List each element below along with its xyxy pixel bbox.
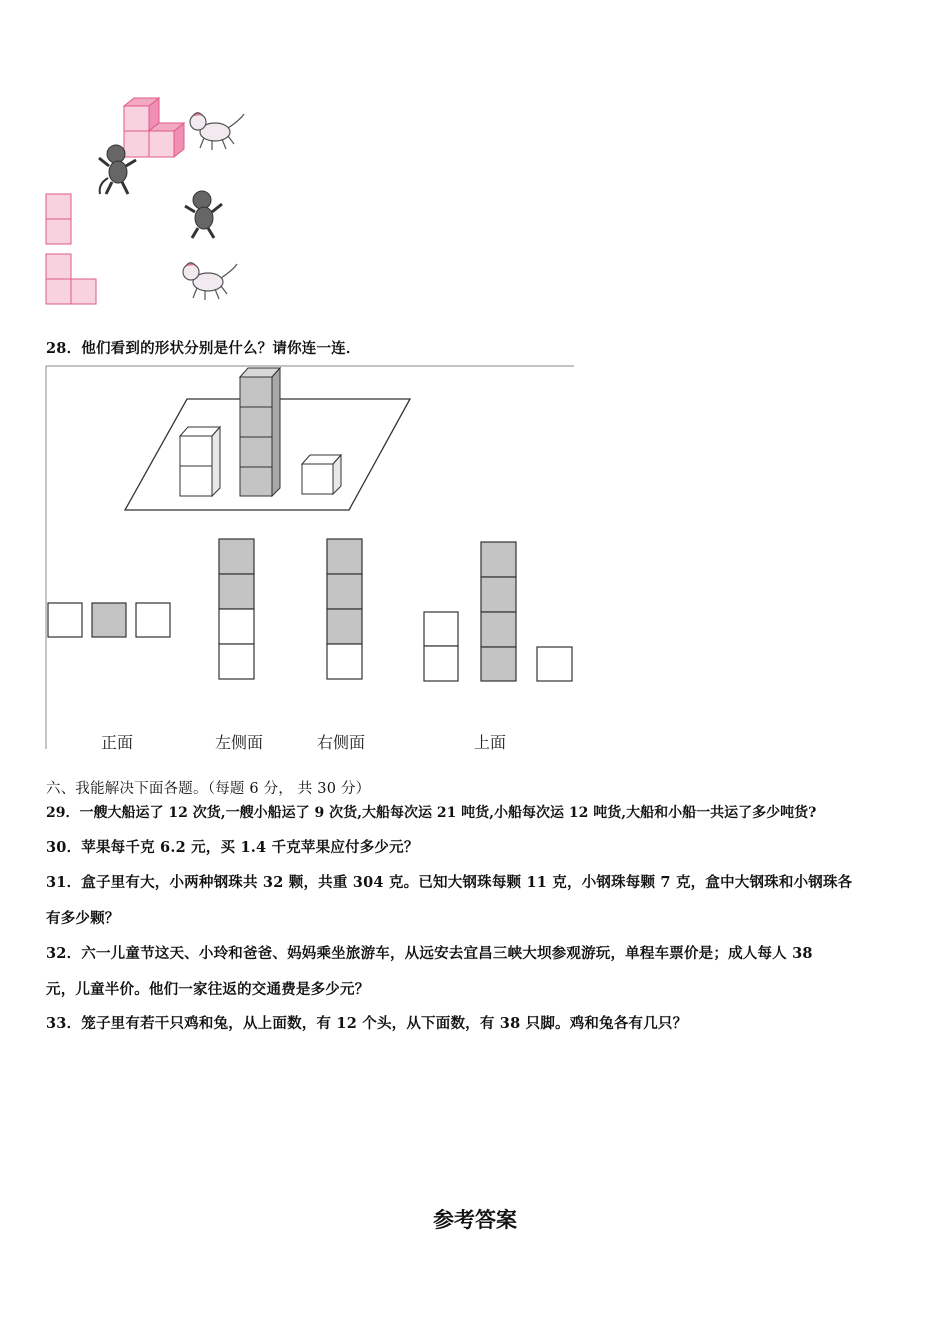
label-right-view: 右侧面 [317,733,366,752]
question-30: 30．苹果每千克 6.2 元，买 1.4 千克苹果应付多少元？ [46,839,419,856]
question-28: 28．他们看到的形状分别是什么？请你连一连． [46,340,361,357]
left-cube-stack [180,427,220,496]
three-views-figure [44,364,576,754]
pink-column-shape [46,194,71,244]
view-top-option [424,542,572,681]
question-29: 29．一艘大船运了 12 次货,一艘小船运了 9 次货,大船每次运 21 吨货,小船每次运 12 吨货,大船和小船一共运了多少吨货? [46,805,817,821]
label-front-view: 正面 [101,733,134,752]
view-right-option [327,539,362,679]
view-left-option [219,539,254,679]
right-cube [302,455,341,494]
label-left-view: 左侧面 [215,733,264,752]
monkey-icon [185,191,222,238]
pink-l-shape [46,254,96,304]
cube-animal-figure [40,92,260,307]
question-31-line-1: 31．盒子里有大，小两种钢珠共 32 颗，共重 304 克。已知大钢珠每颗 11 克，小钢珠每颗 7 克，盒中大钢珠和小钢珠各 [46,874,853,891]
view-front-option [48,603,170,637]
question-31-line-2: 有多少颗？ [46,910,120,927]
section-6-heading: 六、我能解决下面各题。（每题 6 分， 共 30 分） [46,781,371,797]
dog-icon [183,263,237,300]
pink-cube-stack [124,98,184,157]
dog-icon [190,113,244,150]
middle-cube-stack [240,368,280,496]
question-32-line-1: 32．六一儿童节这天、小玲和爸爸、妈妈乘坐旅游车，从远安去宜昌三峡大坝参观游玩，单程车票价是；成人每人 38 [46,945,813,962]
question-33: 33．笼子里有若干只鸡和兔，从上面数，有 12 个头，从下面数，有 38 只脚。鸡和兔各有几只？ [46,1015,688,1032]
question-32-line-2: 元，儿童半价。他们一家往返的交通费是多少元？ [46,981,370,998]
answers-title: 参考答案 [433,1208,517,1232]
label-top-view: 上面 [474,733,507,752]
